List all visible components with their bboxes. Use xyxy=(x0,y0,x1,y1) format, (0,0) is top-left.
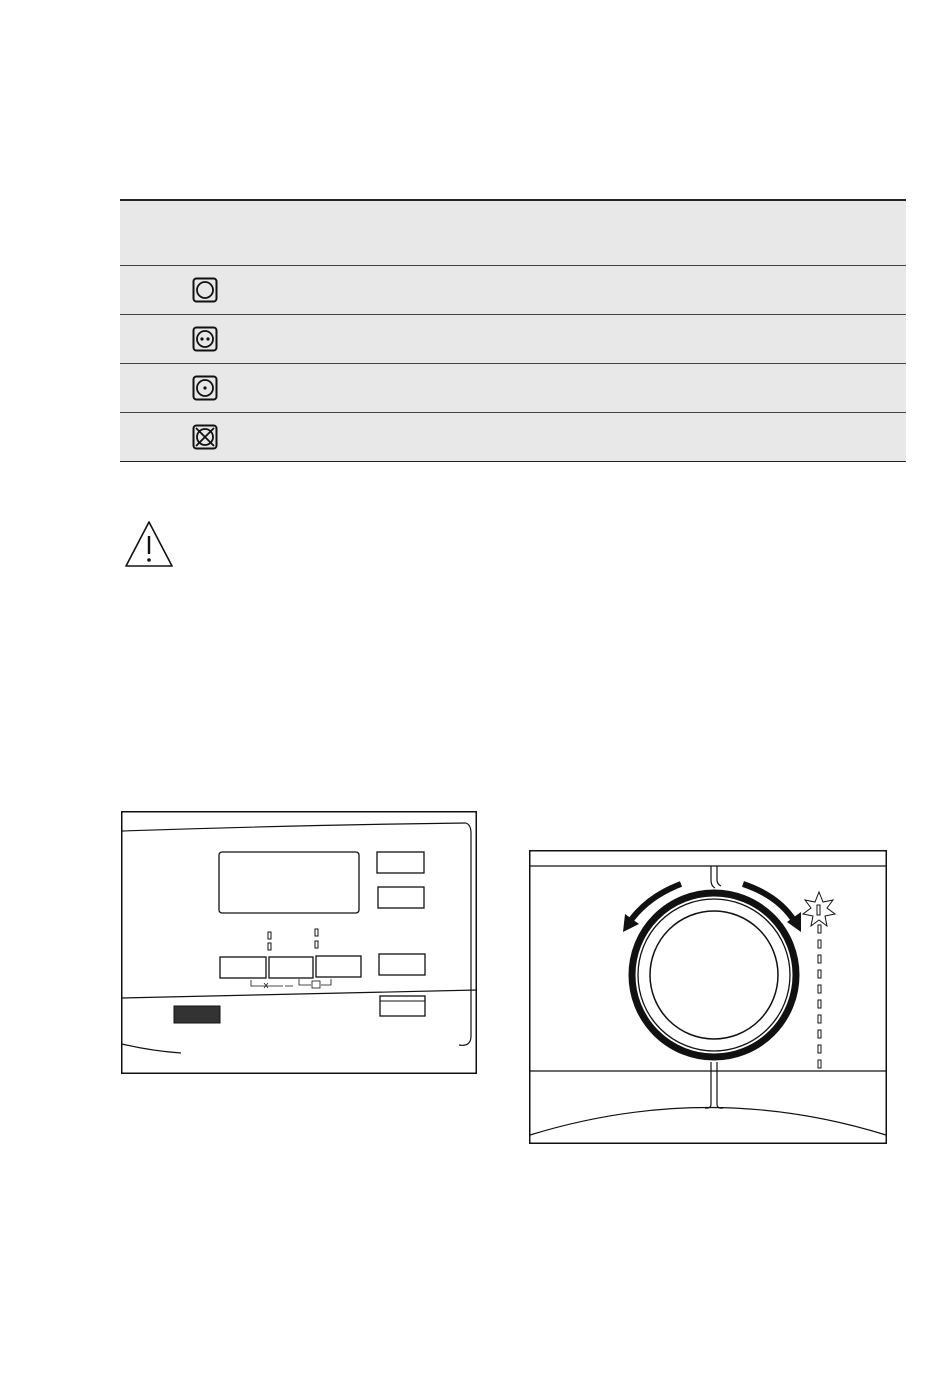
program-dial-illustration xyxy=(529,850,887,1144)
door-release xyxy=(174,1006,220,1023)
option-button xyxy=(378,887,424,908)
do-not-tumble-dry-icon xyxy=(192,424,218,450)
option-button xyxy=(316,956,361,977)
tumble-dry-low-heat-icon xyxy=(192,375,218,401)
tumble-dry-symbol-icon xyxy=(192,277,218,303)
option-button xyxy=(269,957,313,978)
control-panel-illustration xyxy=(121,811,477,1074)
table-row xyxy=(120,413,906,462)
table-row xyxy=(120,315,906,364)
warning-triangle-icon xyxy=(124,520,174,570)
table-row xyxy=(120,266,906,315)
tumble-dry-normal-heat-icon xyxy=(192,326,218,352)
care-symbol-table xyxy=(120,199,906,462)
table-header xyxy=(120,199,906,266)
table-row xyxy=(120,364,906,413)
option-button xyxy=(220,957,266,978)
start-pause-button xyxy=(380,996,425,1016)
start-button xyxy=(379,954,425,975)
option-button xyxy=(377,852,424,873)
display-screen xyxy=(219,852,359,913)
